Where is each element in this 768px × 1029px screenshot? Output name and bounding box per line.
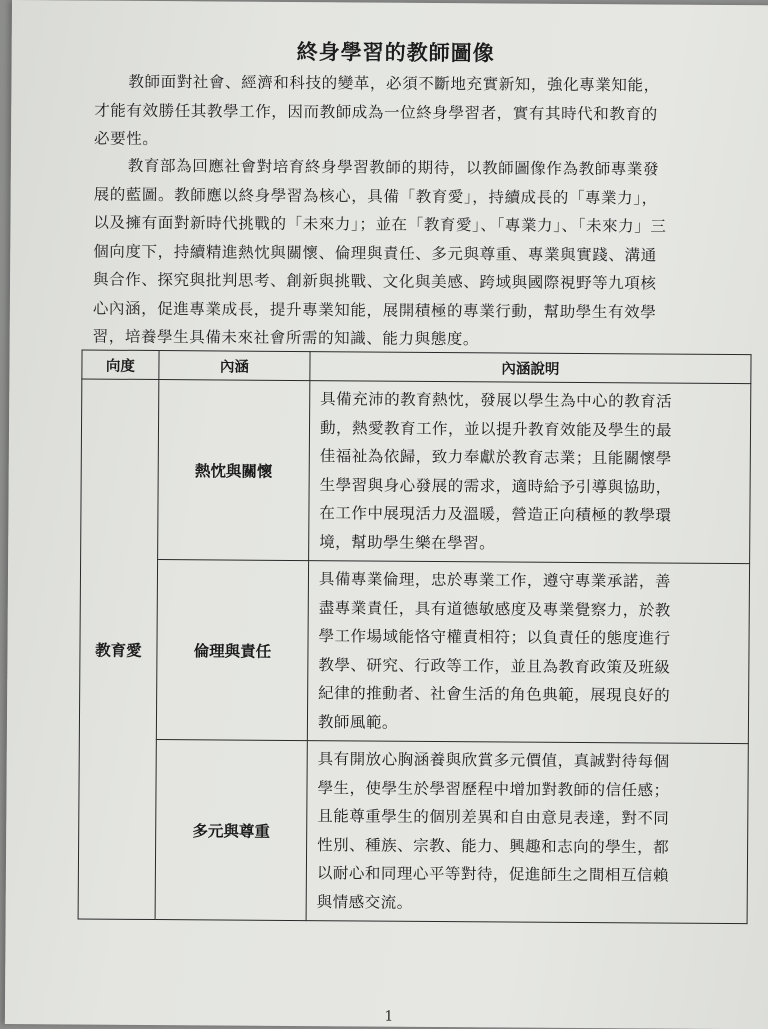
teacher-image-table: [78, 349, 752, 924]
description-line: 境，幫助學生樂在學習。: [319, 532, 496, 552]
paragraph-line: 必要性。: [93, 129, 159, 149]
description-line: 教學、研究、行政等工作，並且為教育政策及班級: [318, 655, 671, 677]
paragraph-line: 教育部為回應社會對培育終身學習教師的期待，以教師圖像作為教師專業發: [127, 156, 660, 179]
description-line: 具有開放心胸涵養與欣賞多元價值，真誠對待每個: [317, 750, 670, 771]
paragraph-line: 習，培養學生具備未來社會所需的知識、能力與態度。: [92, 327, 480, 349]
description-line: 在工作中展現活力及溫暖，營造正向積極的教學環: [319, 504, 672, 525]
content-cell: 倫理與責任: [156, 560, 308, 741]
page-number: 1: [384, 1008, 394, 1025]
header-content: 內涵: [159, 351, 310, 381]
table-header-row: [82, 350, 751, 384]
dimension-cell: 教育愛: [78, 379, 159, 920]
table-row: [79, 559, 749, 744]
header-description: 內涵說明: [310, 352, 751, 384]
description-line: 盡專業責任，具有道德敏感度及專業覺察力，於教: [318, 598, 671, 620]
header-dimension: 向度: [82, 350, 159, 380]
description-line: 且能尊重學生的個別差異和自由意見表達，對不同: [317, 807, 670, 828]
paragraph-line: 心內涵，促進專業成長，提升專業知能，展開積極的專業行動，幫助學生有效學: [92, 299, 657, 322]
description-line: 以耐心和同理心平等對待，促進師生之間相互信賴: [316, 864, 669, 885]
content-cell: 熱忱與關懷: [158, 380, 310, 561]
document-page: [5, 0, 768, 1029]
paragraph-line: 才能有效勝任其教學工作，因而教師成為一位終身學習者，實有其時代和教育的: [94, 101, 658, 124]
description-line: 學工作場域能恪守權責相符；以負責任的態度進行: [318, 627, 671, 648]
description-cell: [309, 381, 751, 564]
description-line: 學生，使學生於學習歷程中增加對教師的信任感；: [317, 778, 670, 800]
paragraph-line: 展的藍圖。教師應以終身學習為核心，具備「教育愛」，持續成長的「專業力」，: [93, 185, 658, 208]
description-cell: [306, 741, 748, 924]
policy-paragraph: [93, 152, 667, 355]
page-title: 終身學習的教師圖像: [296, 38, 495, 66]
description-line: 紀律的推動者、社會生活的角色典範，展現良好的: [318, 684, 671, 705]
description-line: 具備專業倫理，忠於專業工作，遵守專業承諾，善: [318, 570, 672, 591]
description-line: 生學習與身心發展的需求，適時給予引導與協助，: [319, 475, 672, 497]
table-row: [78, 739, 748, 924]
intro-paragraph: [94, 68, 660, 157]
paragraph-line: 與合作、探究與批判思考、創新與挑戰、文化與美感、跨域與國際視野等九項核: [92, 270, 657, 293]
description-line: 佳福祉為依歸，致力奉獻於教育志業；且能關懷學: [319, 447, 672, 468]
description-line: 性別、種族、宗教、能力、興趣和志向的學生，都: [317, 835, 670, 857]
description-line: 具備充沛的教育熱忱，發展以學生為中心的教育活: [320, 390, 673, 411]
paragraph-line: 教師面對社會、經濟和科技的變革，必須不斷地充實新知，強化專業知能，: [128, 72, 660, 95]
description-line: 與情感交流。: [316, 892, 413, 912]
table-row: [81, 379, 751, 564]
description-line: 動，熱愛教育工作，並以提升教育效能及學生的最: [319, 418, 673, 440]
description-cell: [307, 561, 749, 744]
content-cell: 多元與尊重: [155, 740, 307, 921]
paragraph-line: 個向度下，持續精進熱忱與關懷、倫理與責任、多元與尊重、專業與實踐、溝通: [93, 242, 657, 265]
description-line: 教師風範。: [317, 712, 399, 732]
paragraph-line: 以及擁有面對新時代挑戰的「未來力」；並在「教育愛」、「專業力」、「未來力」三: [93, 213, 667, 236]
